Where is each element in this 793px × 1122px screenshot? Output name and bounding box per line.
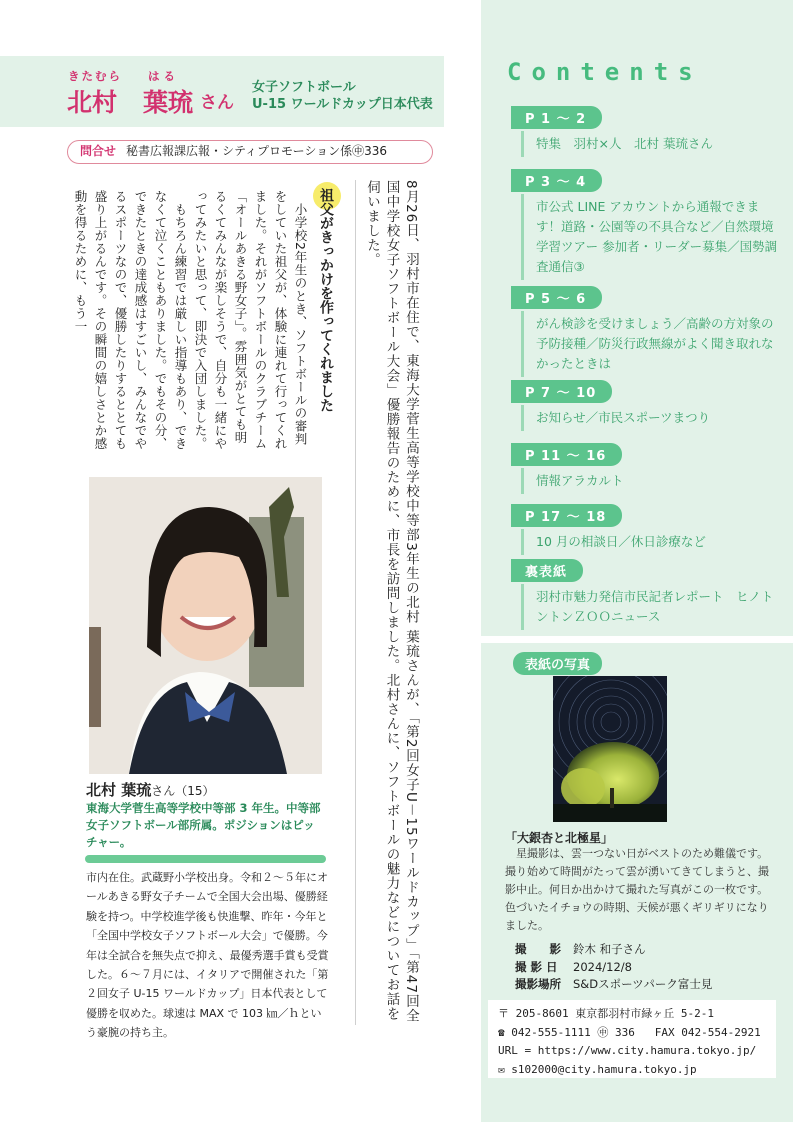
article-heading: 祖父がきっかけを作ってくれました — [318, 188, 334, 412]
toc-item[interactable] — [511, 169, 781, 280]
ruby-given: はる — [148, 69, 179, 83]
toc-text: 羽村市魅力発信市民記者レポート ヒノトントンＺＯＯニュース — [521, 584, 781, 630]
cover-title: 「大銀杏と北極星」 — [505, 831, 614, 845]
cover-label: 表紙の写真 — [513, 652, 602, 675]
toc-page-tag: P 5 ～ 6 — [511, 286, 602, 309]
header-subtitle-team: U-15 ワールドカップ日本代表 — [252, 97, 433, 112]
profile-name-text: 北村 葉琉 — [86, 781, 152, 799]
article-intro: 8月26日、羽村市在住で、東海大学菅生高等学校中等部3年生の北村 葉琉さんが、「第2回女子U－15ワールドカップ」「第47回全国中学校女子ソフトボール大会」優勝報告のために、市長を訪問しました。北村さんに、ソフトボールの魅力などについてお話を伺いました。 — [364, 180, 419, 1023]
city-address: 〒 205-8601 東京都羽村市緑ヶ丘 5-2-1 — [498, 1007, 714, 1020]
city-fax: 042-554-2921 — [681, 1025, 761, 1039]
cover-photographer — [515, 941, 755, 957]
toc-page-tag: 裏表紙 — [511, 559, 583, 582]
toc-item[interactable] — [511, 380, 781, 431]
intro-divider — [355, 180, 356, 1025]
cover-description: 星撮影は、雲一つない日がベストのため難儀です。撮り始めて時間がたって雲が湧いてきてしまうと、撮影中止。何日か出かけて撮れた写真がこの一枚です。色づいたイチョウの時期、天候が悪くギリギリになりました。 — [505, 847, 769, 932]
toc-text: 10 月の相談日／休日診療など — [521, 529, 781, 555]
title-honorific: さん — [200, 93, 234, 113]
caption-divider — [85, 855, 326, 863]
toc-text: 市公式 LINE アカウントから通報できます！道路・公園等の不具合など／自然環境学習ツアー 参加者・リーダー募集／国勢調査通信③ — [521, 194, 781, 280]
city-url[interactable]: URL = https://www.city.hamura.tokyo.jp/ — [498, 1044, 757, 1057]
article-body — [62, 190, 310, 452]
city-ext: 336 — [614, 1025, 635, 1039]
city-contact-box — [488, 1000, 776, 1078]
place-label: 撮影場所 — [515, 977, 561, 991]
title-surname: 北村 — [67, 88, 118, 117]
toc-page-tag: P 3 ～ 4 — [511, 169, 602, 192]
extension-icon: ㊥ — [597, 1025, 609, 1039]
toc-item[interactable] — [511, 286, 781, 377]
city-email[interactable]: s102000@city.hamura.tokyo.jp — [511, 1062, 697, 1076]
place-value: S&Dスポーツパーク富士見 — [573, 977, 713, 991]
toc-item[interactable] — [511, 504, 781, 555]
toc-text: がん検診を受けましょう／高齢の方対象の予防接種／防災行政無線がよく聞き取れなかったときは — [521, 311, 781, 377]
toc-item[interactable] — [511, 106, 781, 157]
toc-page-tag: P 1 ～ 2 — [511, 106, 602, 129]
date-label: 撮 影 日 — [515, 960, 558, 974]
article-paragraph: 小学校2年生のとき、ソフトボールの審判をしていた祖父が、体験に連れて行ってくれました。それがソフトボールのクラブチーム「オールあきる野女子」。雰囲気がとても明るくてみんなが楽しそうで、自分も一緒にやってみたいと思って、即決で入団しました。 — [193, 190, 308, 450]
profile-age: さん（15） — [151, 784, 215, 798]
toc-item[interactable] — [511, 559, 781, 630]
inquiry-pill — [67, 140, 433, 164]
title-given-name: 葉琉 — [143, 88, 194, 117]
toc-page-tag: P 17 ～ 18 — [511, 504, 622, 527]
profile-school: 東海大学菅生高等学校中等部 3 年生。中等部女子ソフトボール部所属。ポジションはピッチャー。 — [86, 801, 321, 849]
toc-page-tag: P 7 ～ 10 — [511, 380, 612, 403]
toc-text: 情報アラカルト — [521, 468, 781, 494]
mail-icon: ✉ — [498, 1062, 505, 1076]
toc-page-tag: P 11 ～ 16 — [511, 443, 622, 466]
profile-bio: 市内在住。武蔵野小学校出身。令和２～５年にオールあきる野女子チームで全国大会出場、優勝経験を持つ。中学校進学後も快進撃、昨年・今年と「全国中学校女子ソフトボール大会」で優勝。今年は全試合を無失点で抑え、最優秀選手賞も受賞した。６～７月には、イタリアで開催された「第２回女子 U-15 ワールドカップ」日本代表として優勝を収めた。球速は MAX で 103 ㎞／ｈという豪腕の持ち主。 — [86, 871, 329, 1040]
profile-name — [86, 779, 215, 800]
toc-text: 特集 羽村×人 北村 葉琉さん — [521, 131, 781, 157]
panel-divider — [481, 636, 793, 643]
cover-date — [515, 959, 755, 975]
date-value: 2024/12/8 — [573, 960, 632, 974]
photographer-label: 撮 影 — [515, 942, 561, 956]
profile-photo — [89, 477, 322, 774]
toc-item[interactable] — [511, 443, 781, 494]
ruby-surname: きたむら — [68, 69, 122, 83]
article-paragraph: もちろん練習では厳しい指導もあり、できなくて泣くこともありました。でもその分、できたときの達成感はすごいし、みんなでやるスポーツなので、優勝したりするととても盛り上がるんです。その瞬間の嬉しさとか感動を得るために、もう一 — [73, 190, 188, 450]
inquiry-text: 秘書広報課広報・シティプロモーション係㊥336 — [126, 144, 388, 158]
cover-photo — [553, 676, 667, 822]
city-tel: 042-555-1111 — [511, 1025, 591, 1039]
photographer-value: 鈴木 和子さん — [573, 942, 646, 956]
phone-icon: ☎ — [498, 1025, 505, 1039]
cover-place — [515, 976, 755, 992]
contents-title: Contents — [507, 58, 703, 86]
city-email-line — [498, 1061, 766, 1080]
header-subtitle-sport: 女子ソフトボール — [252, 80, 356, 95]
fax-label: FAX — [654, 1025, 675, 1039]
inquiry-label: 問合せ — [80, 144, 117, 158]
toc-text: お知らせ／市民スポーツまつり — [521, 405, 781, 431]
city-phone-line — [498, 1024, 766, 1043]
